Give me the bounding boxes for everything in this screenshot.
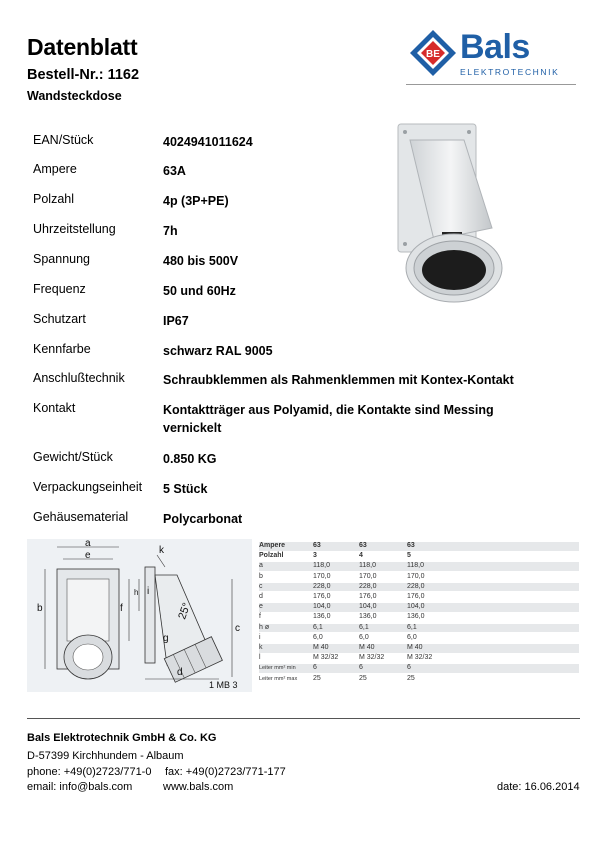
table-row-label: i <box>259 633 261 641</box>
table-row-label: Ampere <box>259 542 286 549</box>
spec-value: 480 bis 500V <box>163 254 239 268</box>
table-cell: 104,0 <box>313 603 331 611</box>
brand-subtitle: ELEKTROTECHNIK <box>460 67 560 77</box>
spec-label: Ampere <box>33 162 77 176</box>
spec-label: Polzahl <box>33 192 74 206</box>
table-cell: 4 <box>359 552 363 560</box>
drawing-label-f: f <box>120 603 123 614</box>
product-type: Wandsteckdose <box>27 89 122 103</box>
table-row-label: Leiter mm² max <box>259 675 298 682</box>
table-cell: 104,0 <box>407 603 425 611</box>
table-row-label: d <box>259 593 263 600</box>
table-row <box>259 654 579 663</box>
page-title: Datenblatt <box>27 34 138 60</box>
spec-label: Kennfarbe <box>33 342 91 356</box>
spec-label: Kontakt <box>33 401 76 415</box>
table-row-label: Leiter mm² min <box>259 665 296 672</box>
table-cell: 170,0 <box>313 572 331 580</box>
spec-value: IP67 <box>163 314 189 328</box>
drawing-label-h: h <box>134 588 139 597</box>
table-row <box>259 562 579 571</box>
company-fax: fax: +49(0)2723/771-177 <box>165 766 286 778</box>
table-cell: 6,0 <box>359 633 369 641</box>
drawing-label-g: g <box>163 633 169 644</box>
table-cell: 63 <box>407 542 415 549</box>
table-cell: 6 <box>407 664 411 672</box>
spec-label: Uhrzeitstellung <box>33 222 116 236</box>
drawing-code: 1 MB 3 <box>209 680 238 690</box>
table-cell: 63 <box>313 542 321 549</box>
table-row-label: c <box>259 582 263 590</box>
table-cell: 25 <box>407 674 415 682</box>
spec-value: Kontaktträger aus Polyamid, die Kontakte sind Messing vernickelt <box>163 403 494 435</box>
table-cell: M 40 <box>359 644 375 651</box>
table-cell: 118,0 <box>359 562 376 570</box>
technical-drawing <box>27 539 252 692</box>
table-cell: 170,0 <box>407 572 425 580</box>
table-row <box>259 583 579 592</box>
order-number: Bestell-Nr.: 1162 <box>27 67 140 83</box>
table-row-label: k <box>259 644 263 651</box>
table-row-label: l <box>259 654 261 662</box>
table-cell: 118,0 <box>407 562 424 570</box>
spec-value: 50 und 60Hz <box>163 284 236 298</box>
spec-value: Polycarbonat <box>163 512 243 526</box>
table-cell: 118,0 <box>313 562 330 570</box>
bals-logo-icon <box>408 28 458 78</box>
table-cell: 136,0 <box>359 613 377 621</box>
table-cell: 25 <box>313 674 321 682</box>
table-cell: 176,0 <box>407 593 425 600</box>
table-row-label: f <box>259 613 261 621</box>
company-website[interactable]: www.bals.com <box>163 781 234 793</box>
table-cell: 5 <box>407 552 411 560</box>
table-cell: 176,0 <box>359 593 377 600</box>
table-cell: 63 <box>359 542 367 549</box>
table-cell: M 40 <box>407 644 423 651</box>
table-cell: 6 <box>359 664 363 672</box>
company-phone: phone: +49(0)2723/771-0 <box>27 766 152 778</box>
table-row-label: h ø <box>259 623 270 631</box>
table-cell: M 32/32 <box>359 654 385 662</box>
table-cell: M 32/32 <box>313 654 339 662</box>
company-email: email: info@bals.com <box>27 781 133 793</box>
spec-value: 0.850 KG <box>163 452 217 466</box>
table-cell: 6,0 <box>407 633 417 641</box>
table-row <box>259 675 579 684</box>
table-row-label: b <box>259 572 263 580</box>
spec-value: 63A <box>163 164 186 178</box>
drawing-label-d: d <box>177 667 183 678</box>
table-row <box>259 624 579 633</box>
table-row-label: a <box>259 562 263 570</box>
spec-label: Frequenz <box>33 282 86 296</box>
spec-label: Schutzart <box>33 312 86 326</box>
drawing-label-b: b <box>37 603 43 614</box>
table-cell: 170,0 <box>359 572 377 580</box>
spec-value: 4p (3P+PE) <box>163 194 229 208</box>
logo-emblem-letters: BE <box>426 49 440 60</box>
footer-divider <box>27 718 580 719</box>
table-cell: 136,0 <box>407 613 425 621</box>
table-row <box>259 603 579 612</box>
spec-label: Spannung <box>33 252 91 266</box>
table-row-label: e <box>259 603 263 611</box>
spec-label: Gehäusematerial <box>33 510 129 524</box>
table-cell: 136,0 <box>313 613 331 621</box>
table-cell: M 32/32 <box>407 654 433 662</box>
drawing-label-k: k <box>159 545 164 556</box>
spec-value: 4024941011624 <box>163 135 253 149</box>
table-cell: 228,0 <box>407 582 425 590</box>
table-row <box>259 593 579 602</box>
table-row-label: Polzahl <box>259 552 284 560</box>
table-cell: 6,1 <box>407 623 417 631</box>
table-row <box>259 552 579 561</box>
company-name: Bals Elektrotechnik GmbH & Co. KG <box>27 732 217 744</box>
spec-value: Schraubklemmen als Rahmenklemmen mit Kontex-Kontakt <box>163 373 514 387</box>
table-cell: 6 <box>313 664 317 672</box>
company-address: D-57399 Kirchhundem - Albaum <box>27 750 184 762</box>
spec-label: EAN/Stück <box>33 133 94 147</box>
table-cell: 104,0 <box>359 603 377 611</box>
table-cell: 6,1 <box>359 623 369 631</box>
drawing-label-c: c <box>235 623 240 634</box>
table-row <box>259 644 579 653</box>
spec-label: Anschlußtechnik <box>33 371 125 385</box>
table-cell: 176,0 <box>313 593 331 600</box>
table-row <box>259 542 579 551</box>
table-cell: 228,0 <box>359 582 377 590</box>
product-image <box>392 120 517 305</box>
spec-value: 5 Stück <box>163 482 208 496</box>
table-row <box>259 634 579 643</box>
table-cell: 3 <box>313 552 317 560</box>
spec-value: schwarz RAL 9005 <box>163 344 273 358</box>
brand-name: Bals <box>460 28 530 66</box>
drawing-label-e: e <box>85 550 91 561</box>
drawing-label-i: i <box>147 586 150 597</box>
drawing-label-angle: 25° <box>176 601 194 622</box>
document-date: date: 16.06.2014 <box>497 781 580 793</box>
table-row <box>259 573 579 582</box>
logo-divider <box>406 84 576 85</box>
table-cell: 6,1 <box>313 623 323 631</box>
table-cell: 228,0 <box>313 582 331 590</box>
spec-label: Gewicht/Stück <box>33 450 113 464</box>
drawing-label-a: a <box>85 539 91 549</box>
table-cell: 6,0 <box>313 633 323 641</box>
table-cell: 25 <box>359 674 367 682</box>
table-row <box>259 613 579 622</box>
table-row <box>259 664 579 673</box>
spec-value: 7h <box>163 224 178 238</box>
spec-label: Verpackungseinheit <box>33 480 143 494</box>
table-cell: M 40 <box>313 644 329 651</box>
